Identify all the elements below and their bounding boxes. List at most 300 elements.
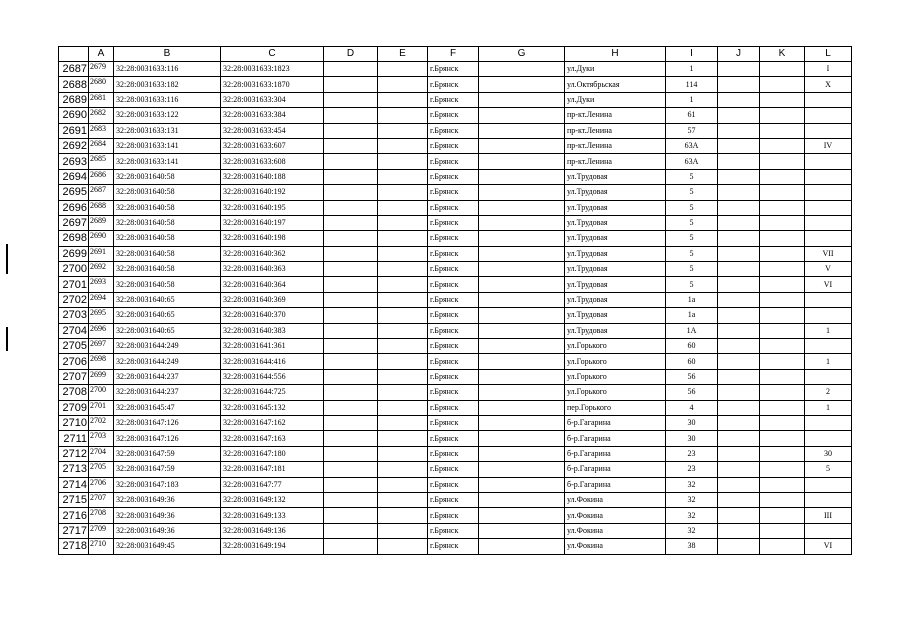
- cell-a[interactable]: 2684: [89, 138, 114, 153]
- cell-g[interactable]: [479, 323, 565, 338]
- cell-a[interactable]: 2686: [89, 169, 114, 184]
- cell-j[interactable]: [718, 492, 760, 507]
- cell-h[interactable]: ул.Фокина: [565, 539, 666, 554]
- cell-i[interactable]: 57: [666, 123, 718, 138]
- column-header-g[interactable]: G: [479, 47, 565, 62]
- cell-j[interactable]: [718, 123, 760, 138]
- cell-c[interactable]: 32:28:0031647:162: [221, 415, 324, 430]
- cell-b[interactable]: 32:28:0031640:58: [114, 231, 221, 246]
- cell-k[interactable]: [760, 77, 805, 92]
- cell-d[interactable]: [324, 415, 378, 430]
- cell-a[interactable]: 2683: [89, 123, 114, 138]
- cell-g[interactable]: [479, 385, 565, 400]
- cell-h[interactable]: пр-кт.Ленина: [565, 123, 666, 138]
- cell-j[interactable]: [718, 92, 760, 107]
- row-number-cell[interactable]: 2708: [59, 385, 89, 400]
- cell-l[interactable]: [805, 215, 852, 230]
- cell-k[interactable]: [760, 339, 805, 354]
- column-header-k[interactable]: K: [760, 47, 805, 62]
- cell-f[interactable]: г.Брянск: [428, 385, 479, 400]
- cell-g[interactable]: [479, 92, 565, 107]
- cell-g[interactable]: [479, 169, 565, 184]
- cell-d[interactable]: [324, 523, 378, 538]
- cell-c[interactable]: 32:28:0031633:607: [221, 138, 324, 153]
- cell-b[interactable]: 32:28:0031640:65: [114, 323, 221, 338]
- cell-h[interactable]: ул.Трудовая: [565, 215, 666, 230]
- cell-b[interactable]: 32:28:0031647:59: [114, 446, 221, 461]
- cell-h[interactable]: ул.Горького: [565, 339, 666, 354]
- cell-g[interactable]: [479, 292, 565, 307]
- cell-d[interactable]: [324, 539, 378, 554]
- cell-k[interactable]: [760, 277, 805, 292]
- cell-g[interactable]: [479, 339, 565, 354]
- cell-c[interactable]: 32:28:0031640:192: [221, 185, 324, 200]
- cell-i[interactable]: 32: [666, 492, 718, 507]
- cell-c[interactable]: 32:28:0031633:384: [221, 108, 324, 123]
- cell-f[interactable]: г.Брянск: [428, 508, 479, 523]
- cell-f[interactable]: г.Брянск: [428, 138, 479, 153]
- cell-e[interactable]: [378, 508, 428, 523]
- cell-d[interactable]: [324, 323, 378, 338]
- cell-k[interactable]: [760, 477, 805, 492]
- cell-d[interactable]: [324, 277, 378, 292]
- cell-a[interactable]: 2710: [89, 539, 114, 554]
- cell-h[interactable]: ул.Трудовая: [565, 262, 666, 277]
- cell-a[interactable]: 2709: [89, 523, 114, 538]
- cell-b[interactable]: 32:28:0031633:116: [114, 92, 221, 107]
- cell-g[interactable]: [479, 539, 565, 554]
- cell-i[interactable]: 32: [666, 508, 718, 523]
- cell-h[interactable]: ул.Трудовая: [565, 246, 666, 261]
- cell-d[interactable]: [324, 185, 378, 200]
- cell-h[interactable]: ул.Фокина: [565, 523, 666, 538]
- cell-i[interactable]: 1: [666, 92, 718, 107]
- cell-a[interactable]: 2694: [89, 292, 114, 307]
- cell-d[interactable]: [324, 354, 378, 369]
- cell-l[interactable]: I: [805, 62, 852, 77]
- cell-k[interactable]: [760, 492, 805, 507]
- cell-h[interactable]: ул.Трудовая: [565, 185, 666, 200]
- cell-g[interactable]: [479, 492, 565, 507]
- cell-k[interactable]: [760, 108, 805, 123]
- cell-j[interactable]: [718, 508, 760, 523]
- cell-i[interactable]: 32: [666, 477, 718, 492]
- cell-j[interactable]: [718, 200, 760, 215]
- cell-f[interactable]: г.Брянск: [428, 323, 479, 338]
- cell-f[interactable]: г.Брянск: [428, 215, 479, 230]
- cell-j[interactable]: [718, 169, 760, 184]
- cell-j[interactable]: [718, 308, 760, 323]
- column-header-h[interactable]: H: [565, 47, 666, 62]
- cell-j[interactable]: [718, 62, 760, 77]
- cell-d[interactable]: [324, 169, 378, 184]
- cell-h[interactable]: б-р.Гагарина: [565, 446, 666, 461]
- cell-a[interactable]: 2680: [89, 77, 114, 92]
- cell-d[interactable]: [324, 446, 378, 461]
- cell-j[interactable]: [718, 185, 760, 200]
- row-number-cell[interactable]: 2689: [59, 92, 89, 107]
- row-number-cell[interactable]: 2709: [59, 400, 89, 415]
- cell-f[interactable]: г.Брянск: [428, 169, 479, 184]
- cell-d[interactable]: [324, 308, 378, 323]
- cell-d[interactable]: [324, 138, 378, 153]
- cell-b[interactable]: 32:28:0031633:116: [114, 62, 221, 77]
- cell-g[interactable]: [479, 262, 565, 277]
- cell-f[interactable]: г.Брянск: [428, 539, 479, 554]
- row-number-cell[interactable]: 2697: [59, 215, 89, 230]
- cell-a[interactable]: 2688: [89, 200, 114, 215]
- cell-b[interactable]: 32:28:0031649:36: [114, 508, 221, 523]
- cell-e[interactable]: [378, 154, 428, 169]
- cell-d[interactable]: [324, 200, 378, 215]
- cell-j[interactable]: [718, 246, 760, 261]
- cell-d[interactable]: [324, 62, 378, 77]
- cell-c[interactable]: 32:28:0031633:304: [221, 92, 324, 107]
- cell-j[interactable]: [718, 339, 760, 354]
- cell-k[interactable]: [760, 185, 805, 200]
- cell-c[interactable]: 32:28:0031644:556: [221, 369, 324, 384]
- cell-b[interactable]: 32:28:0031644:237: [114, 385, 221, 400]
- cell-l[interactable]: VI: [805, 277, 852, 292]
- cell-l[interactable]: [805, 200, 852, 215]
- cell-j[interactable]: [718, 385, 760, 400]
- cell-h[interactable]: ул.Трудовая: [565, 292, 666, 307]
- cell-g[interactable]: [479, 185, 565, 200]
- cell-g[interactable]: [479, 308, 565, 323]
- column-header-l[interactable]: L: [805, 47, 852, 62]
- cell-j[interactable]: [718, 108, 760, 123]
- cell-g[interactable]: [479, 154, 565, 169]
- row-number-cell[interactable]: 2699: [59, 246, 89, 261]
- cell-b[interactable]: 32:28:0031640:65: [114, 292, 221, 307]
- cell-g[interactable]: [479, 62, 565, 77]
- cell-d[interactable]: [324, 477, 378, 492]
- cell-d[interactable]: [324, 508, 378, 523]
- cell-e[interactable]: [378, 354, 428, 369]
- cell-g[interactable]: [479, 400, 565, 415]
- cell-c[interactable]: 32:28:0031647:163: [221, 431, 324, 446]
- cell-c[interactable]: 32:28:0031640:370: [221, 308, 324, 323]
- cell-e[interactable]: [378, 477, 428, 492]
- cell-f[interactable]: г.Брянск: [428, 200, 479, 215]
- cell-e[interactable]: [378, 231, 428, 246]
- cell-k[interactable]: [760, 215, 805, 230]
- column-header-d[interactable]: D: [324, 47, 378, 62]
- row-number-cell[interactable]: 2690: [59, 108, 89, 123]
- cell-g[interactable]: [479, 523, 565, 538]
- cell-e[interactable]: [378, 215, 428, 230]
- row-number-cell[interactable]: 2714: [59, 477, 89, 492]
- cell-i[interactable]: 5: [666, 200, 718, 215]
- cell-e[interactable]: [378, 169, 428, 184]
- cell-h[interactable]: ул.Горького: [565, 354, 666, 369]
- cell-k[interactable]: [760, 231, 805, 246]
- cell-c[interactable]: 32:28:0031640:195: [221, 200, 324, 215]
- row-number-cell[interactable]: 2710: [59, 415, 89, 430]
- column-header-c[interactable]: C: [221, 47, 324, 62]
- cell-j[interactable]: [718, 539, 760, 554]
- cell-f[interactable]: г.Брянск: [428, 292, 479, 307]
- cell-a[interactable]: 2708: [89, 508, 114, 523]
- cell-f[interactable]: г.Брянск: [428, 277, 479, 292]
- column-header-b[interactable]: B: [114, 47, 221, 62]
- cell-l[interactable]: [805, 523, 852, 538]
- cell-f[interactable]: г.Брянск: [428, 369, 479, 384]
- cell-k[interactable]: [760, 446, 805, 461]
- cell-c[interactable]: 32:28:0031649:133: [221, 508, 324, 523]
- cell-a[interactable]: 2705: [89, 462, 114, 477]
- cell-a[interactable]: 2706: [89, 477, 114, 492]
- cell-d[interactable]: [324, 154, 378, 169]
- cell-a[interactable]: 2702: [89, 415, 114, 430]
- cell-a[interactable]: 2689: [89, 215, 114, 230]
- cell-b[interactable]: 32:28:0031647:183: [114, 477, 221, 492]
- cell-b[interactable]: 32:28:0031645:47: [114, 400, 221, 415]
- cell-h[interactable]: ул.Трудовая: [565, 323, 666, 338]
- cell-f[interactable]: г.Брянск: [428, 108, 479, 123]
- cell-e[interactable]: [378, 108, 428, 123]
- cell-i[interactable]: 56: [666, 369, 718, 384]
- cell-g[interactable]: [479, 231, 565, 246]
- row-number-cell[interactable]: 2687: [59, 62, 89, 77]
- cell-a[interactable]: 2682: [89, 108, 114, 123]
- cell-k[interactable]: [760, 385, 805, 400]
- cell-e[interactable]: [378, 138, 428, 153]
- cell-j[interactable]: [718, 292, 760, 307]
- cell-f[interactable]: г.Брянск: [428, 62, 479, 77]
- cell-c[interactable]: 32:28:0031640:198: [221, 231, 324, 246]
- cell-i[interactable]: 5: [666, 231, 718, 246]
- cell-b[interactable]: 32:28:0031640:58: [114, 277, 221, 292]
- cell-b[interactable]: 32:28:0031640:65: [114, 308, 221, 323]
- cell-h[interactable]: ул.Трудовая: [565, 200, 666, 215]
- cell-b[interactable]: 32:28:0031647:126: [114, 415, 221, 430]
- cell-l[interactable]: [805, 431, 852, 446]
- cell-j[interactable]: [718, 154, 760, 169]
- cell-k[interactable]: [760, 523, 805, 538]
- cell-g[interactable]: [479, 369, 565, 384]
- cell-d[interactable]: [324, 262, 378, 277]
- row-number-cell[interactable]: 2698: [59, 231, 89, 246]
- cell-g[interactable]: [479, 462, 565, 477]
- cell-d[interactable]: [324, 369, 378, 384]
- row-number-cell[interactable]: 2713: [59, 462, 89, 477]
- cell-a[interactable]: 2690: [89, 231, 114, 246]
- cell-e[interactable]: [378, 123, 428, 138]
- cell-d[interactable]: [324, 215, 378, 230]
- cell-h[interactable]: ул.Трудовая: [565, 231, 666, 246]
- row-number-cell[interactable]: 2695: [59, 185, 89, 200]
- cell-l[interactable]: VI: [805, 539, 852, 554]
- cell-e[interactable]: [378, 415, 428, 430]
- cell-k[interactable]: [760, 369, 805, 384]
- cell-f[interactable]: г.Брянск: [428, 77, 479, 92]
- cell-f[interactable]: г.Брянск: [428, 262, 479, 277]
- cell-h[interactable]: б-р.Гагарина: [565, 477, 666, 492]
- cell-j[interactable]: [718, 215, 760, 230]
- row-number-cell[interactable]: 2691: [59, 123, 89, 138]
- cell-l[interactable]: [805, 92, 852, 107]
- cell-b[interactable]: 32:28:0031640:58: [114, 200, 221, 215]
- cell-a[interactable]: 2695: [89, 308, 114, 323]
- cell-h[interactable]: ул.Октябрьская: [565, 77, 666, 92]
- cell-b[interactable]: 32:28:0031640:58: [114, 169, 221, 184]
- cell-c[interactable]: 32:28:0031644:725: [221, 385, 324, 400]
- cell-d[interactable]: [324, 92, 378, 107]
- cell-e[interactable]: [378, 246, 428, 261]
- cell-j[interactable]: [718, 354, 760, 369]
- cell-j[interactable]: [718, 323, 760, 338]
- cell-f[interactable]: г.Брянск: [428, 492, 479, 507]
- cell-e[interactable]: [378, 323, 428, 338]
- cell-l[interactable]: VII: [805, 246, 852, 261]
- row-number-cell[interactable]: 2718: [59, 539, 89, 554]
- cell-j[interactable]: [718, 138, 760, 153]
- cell-a[interactable]: 2685: [89, 154, 114, 169]
- cell-c[interactable]: 32:28:0031640:363: [221, 262, 324, 277]
- cell-b[interactable]: 32:28:0031640:58: [114, 215, 221, 230]
- row-number-cell[interactable]: 2702: [59, 292, 89, 307]
- cell-e[interactable]: [378, 77, 428, 92]
- cell-c[interactable]: 32:28:0031640:188: [221, 169, 324, 184]
- cell-b[interactable]: 32:28:0031644:249: [114, 354, 221, 369]
- cell-i[interactable]: 1А: [666, 323, 718, 338]
- cell-a[interactable]: 2699: [89, 369, 114, 384]
- cell-g[interactable]: [479, 477, 565, 492]
- cell-f[interactable]: г.Брянск: [428, 462, 479, 477]
- cell-k[interactable]: [760, 262, 805, 277]
- row-number-cell[interactable]: 2703: [59, 308, 89, 323]
- cell-e[interactable]: [378, 277, 428, 292]
- cell-e[interactable]: [378, 462, 428, 477]
- cell-k[interactable]: [760, 154, 805, 169]
- cell-g[interactable]: [479, 108, 565, 123]
- cell-k[interactable]: [760, 92, 805, 107]
- cell-k[interactable]: [760, 123, 805, 138]
- cell-f[interactable]: г.Брянск: [428, 339, 479, 354]
- row-number-cell[interactable]: 2717: [59, 523, 89, 538]
- cell-c[interactable]: 32:28:0031645:132: [221, 400, 324, 415]
- cell-g[interactable]: [479, 77, 565, 92]
- cell-e[interactable]: [378, 400, 428, 415]
- cell-l[interactable]: 1: [805, 323, 852, 338]
- cell-l[interactable]: [805, 369, 852, 384]
- cell-j[interactable]: [718, 262, 760, 277]
- row-number-cell[interactable]: 2715: [59, 492, 89, 507]
- cell-b[interactable]: 32:28:0031640:58: [114, 246, 221, 261]
- cell-i[interactable]: 63А: [666, 154, 718, 169]
- cell-k[interactable]: [760, 354, 805, 369]
- cell-i[interactable]: 5: [666, 185, 718, 200]
- cell-h[interactable]: ул.Трудовая: [565, 308, 666, 323]
- cell-l[interactable]: [805, 185, 852, 200]
- cell-e[interactable]: [378, 492, 428, 507]
- cell-j[interactable]: [718, 77, 760, 92]
- cell-g[interactable]: [479, 508, 565, 523]
- cell-a[interactable]: 2681: [89, 92, 114, 107]
- cell-k[interactable]: [760, 169, 805, 184]
- cell-f[interactable]: г.Брянск: [428, 400, 479, 415]
- cell-e[interactable]: [378, 385, 428, 400]
- column-header-a[interactable]: A: [89, 47, 114, 62]
- cell-a[interactable]: 2701: [89, 400, 114, 415]
- cell-l[interactable]: [805, 492, 852, 507]
- cell-h[interactable]: б-р.Гагарина: [565, 415, 666, 430]
- cell-i[interactable]: 23: [666, 462, 718, 477]
- cell-g[interactable]: [479, 415, 565, 430]
- cell-i[interactable]: 60: [666, 354, 718, 369]
- cell-a[interactable]: 2700: [89, 385, 114, 400]
- cell-c[interactable]: 32:28:0031640:364: [221, 277, 324, 292]
- cell-c[interactable]: 32:28:0031633:1823: [221, 62, 324, 77]
- cell-i[interactable]: 1: [666, 62, 718, 77]
- cell-b[interactable]: 32:28:0031640:58: [114, 185, 221, 200]
- cell-b[interactable]: 32:28:0031647:126: [114, 431, 221, 446]
- cell-d[interactable]: [324, 492, 378, 507]
- cell-e[interactable]: [378, 292, 428, 307]
- cell-b[interactable]: 32:28:0031640:58: [114, 262, 221, 277]
- cell-i[interactable]: 61: [666, 108, 718, 123]
- cell-i[interactable]: 32: [666, 523, 718, 538]
- cell-b[interactable]: 32:28:0031644:249: [114, 339, 221, 354]
- cell-d[interactable]: [324, 339, 378, 354]
- corner-header-cell[interactable]: [59, 47, 89, 62]
- cell-e[interactable]: [378, 446, 428, 461]
- cell-g[interactable]: [479, 446, 565, 461]
- cell-i[interactable]: 38: [666, 539, 718, 554]
- cell-e[interactable]: [378, 539, 428, 554]
- cell-e[interactable]: [378, 308, 428, 323]
- row-number-cell[interactable]: 2694: [59, 169, 89, 184]
- cell-d[interactable]: [324, 108, 378, 123]
- cell-c[interactable]: 32:28:0031640:383: [221, 323, 324, 338]
- cell-f[interactable]: г.Брянск: [428, 523, 479, 538]
- cell-k[interactable]: [760, 200, 805, 215]
- cell-c[interactable]: 32:28:0031633:608: [221, 154, 324, 169]
- cell-j[interactable]: [718, 462, 760, 477]
- cell-b[interactable]: 32:28:0031633:141: [114, 154, 221, 169]
- cell-h[interactable]: ул.Горького: [565, 369, 666, 384]
- cell-h[interactable]: ул.Фокина: [565, 508, 666, 523]
- cell-e[interactable]: [378, 523, 428, 538]
- cell-b[interactable]: 32:28:0031649:45: [114, 539, 221, 554]
- cell-a[interactable]: 2707: [89, 492, 114, 507]
- cell-k[interactable]: [760, 292, 805, 307]
- cell-h[interactable]: ул.Трудовая: [565, 169, 666, 184]
- cell-a[interactable]: 2691: [89, 246, 114, 261]
- cell-h[interactable]: ул.Фокина: [565, 492, 666, 507]
- cell-k[interactable]: [760, 138, 805, 153]
- cell-c[interactable]: 32:28:0031649:194: [221, 539, 324, 554]
- cell-f[interactable]: г.Брянск: [428, 154, 479, 169]
- cell-k[interactable]: [760, 508, 805, 523]
- cell-j[interactable]: [718, 523, 760, 538]
- cell-l[interactable]: [805, 154, 852, 169]
- cell-i[interactable]: 56: [666, 385, 718, 400]
- cell-k[interactable]: [760, 400, 805, 415]
- cell-l[interactable]: [805, 477, 852, 492]
- cell-a[interactable]: 2692: [89, 262, 114, 277]
- cell-e[interactable]: [378, 431, 428, 446]
- column-header-e[interactable]: E: [378, 47, 428, 62]
- cell-f[interactable]: г.Брянск: [428, 92, 479, 107]
- cell-h[interactable]: пр-кт.Ленина: [565, 154, 666, 169]
- cell-d[interactable]: [324, 431, 378, 446]
- cell-j[interactable]: [718, 446, 760, 461]
- cell-c[interactable]: 32:28:0031647:180: [221, 446, 324, 461]
- cell-d[interactable]: [324, 292, 378, 307]
- cell-i[interactable]: 30: [666, 415, 718, 430]
